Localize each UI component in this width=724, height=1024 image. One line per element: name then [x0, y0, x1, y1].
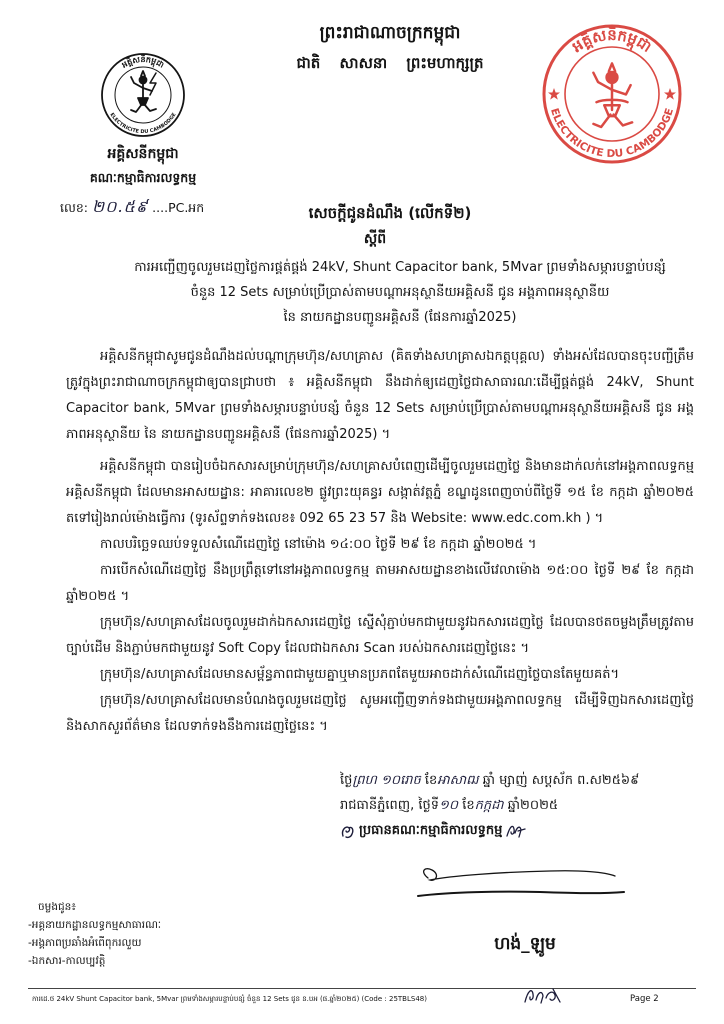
subject-line: នៃ នាយកដ្ឋានបញ្ជូនអគ្គិសនី (ផែនការឆ្នាំ2025)	[283, 310, 517, 325]
reference-label: លេខ:	[60, 200, 89, 215]
solar-date-line	[340, 793, 694, 818]
lunar-day-handwritten: ព្រហ ១០រោច	[352, 773, 421, 788]
signatory-title: ប្រធានគណៈកម្មាធិការលទ្ធកម្ម	[359, 823, 503, 838]
year: ឆ្នាំ២០២៥	[507, 798, 559, 813]
logo-top-text: អគ្គិសនីកម្ពុជា	[120, 55, 166, 70]
logo-bottom-text: ELECTRICITE DU CAMBODGE	[108, 111, 178, 136]
lunar-month-handwritten: អាសាឍ	[437, 773, 479, 788]
reference-suffix: ....PC.អក	[152, 200, 205, 215]
footer-initials-mark-icon	[522, 984, 564, 1008]
body-paragraph-announcement: អគ្គិសនីកម្ពុជាសូមជូនដំណឹងដល់បណ្តាក្រុមហ៊ុន/សហគ្រាស (គិតទាំងសហគ្រាសឯកត្តបុគ្គល) ទាំងអស់ដែលបានចុះបញ្ជីត្រឹមត្រូវក្នុងព្រះរាជាណាចក្រកម្ពុជាឲ្យបានជ្រាបថា ៖ អគ្គិសនីកម្ពុជា នឹងដាក់ឲ្យដេញថ្លៃជាសាធារណៈដើម្បីផ្គត់ផ្គង់ 24kV, Shunt Capacitor bank, 5Mvar ព្រមទាំងសម្ភារបន្ទាប់បន្សំ ចំនួន 12 Sets សម្រាប់ប្រើប្រាស់តាមបណ្តាអនុស្ថានីយអគ្គិសនី ជូន អង្គភាពអនុស្ថានីយ នៃ នាយកដ្ឋានបញ្ជូនអគ្គិសនី (ផែនការឆ្នាំ2025) ។	[66, 349, 694, 442]
copy-recipient: -អគ្គនាយកដ្ឋានលទ្ធកម្មសាធារណៈ	[28, 919, 162, 931]
copy-recipient: -អង្គភាពប្រឆាំងអំពើពុករលួយ	[28, 937, 142, 949]
kingdom-heading: ព្រះរាជាណាចក្រកម្ពុជា	[319, 23, 461, 43]
stamp-bottom-text: ELECTRICITE DU CAMBODGE	[547, 106, 677, 161]
place-label: រាជធានីភ្នំពេញ, ថ្ងៃទី	[340, 798, 440, 813]
issuer-committee: គណៈកម្មាធិការលទ្ធកម្ម	[89, 170, 197, 185]
edc-official-stamp	[540, 22, 684, 166]
body-paragraph-documents: អគ្គិសនីកម្ពុជា បានរៀបចំឯកសារសម្រាប់ក្រុមហ៊ុន/សហគ្រាសបំពេញដើម្បីចូលរួមដេញថ្លៃ និងមានដាក់លក់នៅអង្គភាពលទ្ធកម្មអគ្គិសនីកម្ពុជា ដែលមានអាសយដ្ឋាន: អាគារលេខ២ ផ្លូវព្រះយុគន្ធរ សង្កាត់វត្តភ្នំ ខណ្ឌដូនពេញចាប់ពីថ្ងៃទី ១៥ ខែ កក្កដា ឆ្នាំ២០២៥ តទៅរៀងរាល់ម៉ោងធ្វើការ (ទូរស័ព្ទទាក់ទងលេខ៖ 092 65 23 57 និង Website: www.edc.com.kh ) ។	[66, 459, 694, 526]
signatory-name: ហង់_ឡូម	[494, 934, 556, 954]
signatory-title-line	[340, 818, 694, 843]
notice-body	[66, 344, 694, 768]
stamp-top-text: អគ្គិសនីកម្ពុជា	[568, 26, 655, 57]
notice-subject	[86, 255, 714, 333]
on-behalf-mark-icon	[340, 822, 356, 840]
body-paragraph-contact: ក្រុមហ៊ុន/សហគ្រាសដែលមានបំណងចូលរួមដេញថ្លៃ សូមអញ្ជើញទាក់ទងជាមួយអង្គភាពលទ្ធកម្ម ដើម្បីទិញឯកសារដេញថ្លៃ និងសាកសួរព័ត៌មាន ដែលទាក់ទងនឹងការដេញថ្លៃនេះ ។	[66, 693, 694, 734]
stamp-star-left-icon	[548, 88, 560, 100]
body-paragraph-opening: ការបើកសំណើដេញថ្លៃ នឹងប្រព្រឹត្តទៅនៅអង្គភាពលទ្ធកម្ម តាមអាសយដ្ឋានខាងលើវេលាម៉ោង ១៥:០០ ថ្ងៃទី ២៩ ខែ កក្កដា ឆ្នាំ២០២៥ ។	[66, 563, 694, 604]
page-number: Page 2	[630, 994, 659, 1004]
lunar-day-label: ថ្ងៃ	[340, 773, 353, 788]
copy-recipients	[28, 898, 258, 976]
handwritten-signature	[410, 858, 630, 912]
stamp-star-right-icon	[664, 88, 676, 100]
footer-reference: ការដេ.ថ 24kV Shunt Capacitor bank, 5Mvar ព្រមទាំងសម្ភារបន្ទាប់បន្សំ ចំនួន 12 Sets ជូន ន.បអ (ផ.ឆ្នាំ២០២៥) (Code : 25TBLS48)	[32, 995, 427, 1003]
lunar-year: ឆ្នាំ ម្សាញ់ សប្តស័ក ព.ស២៥៦៩	[482, 773, 640, 788]
subject-line: ការអញ្ជើញចូលរួមដេញថ្លៃការផ្គត់ផ្គង់ 24kV, Shunt Capacitor bank, 5Mvar ព្រមទាំងសម្ភារបន្ទាប់បន្សំ	[134, 260, 666, 275]
apsara-lightning-figure-icon	[131, 71, 156, 112]
notice-about-label: ស្តីពី	[363, 231, 387, 247]
month-label: ខែ	[462, 798, 475, 813]
lunar-month-label: ខែ	[424, 773, 438, 788]
copy-recipient: -ឯកសារ-កាលប្បវត្តិ	[28, 955, 106, 967]
body-paragraph-submission: ក្រុមហ៊ុន/សហគ្រាសដែលចូលរួមដាក់ឯកសារដេញថ្លៃ ស្នើសុំភ្ជាប់មកជាមួយនូវឯកសារដេញថ្លៃ ដែលបានថតចម្លងត្រឹមត្រូវតាមច្បាប់ដើម និងភ្ជាប់មកជាមួយនូវ Soft Copy ដែលជាឯកសារ Scan របស់ឯកសារដេញថ្លៃនេះ ។	[66, 615, 694, 656]
lunar-date-line	[340, 768, 694, 793]
subject-line: ចំនួន 12 Sets សម្រាប់ប្រើប្រាស់តាមបណ្តាអនុស្ថានីយអគ្គិសនី ជូន អង្គភាពអនុស្ថានីយ	[190, 285, 610, 300]
initials-mark-icon	[505, 821, 527, 841]
issuer-organization: អគ្គិសនីកម្ពុជា	[107, 146, 179, 162]
copy-label: ចម្លងជូន៖	[38, 901, 76, 913]
month-handwritten: កក្កដា	[474, 798, 504, 813]
reference-number	[60, 194, 240, 220]
day-handwritten: ១០	[439, 798, 459, 813]
body-paragraph-single-bid: ក្រុមហ៊ុន/សហគ្រាសដែលមានសម្ព័ន្ធភាពជាមួយគ្នាឬមានប្រភពតែមួយអាចដាក់សំណើដេញថ្លៃបានតែមួយគត់។	[100, 667, 620, 682]
svg-text:អគ្គិសនីកម្ពុជា	[569, 25, 655, 56]
stamp-apsara-figure-icon	[593, 63, 632, 127]
edc-logo	[100, 52, 186, 138]
dating-block	[340, 768, 694, 846]
footer-divider	[28, 988, 696, 989]
national-motto: ជាតិ សាសនា ព្រះមហាក្សត្រ	[296, 54, 484, 72]
notice-title: សេចក្តីជូនដំណឹង (លើកទី២)	[308, 204, 472, 222]
reference-number-handwritten: ២០.៥៩	[92, 197, 149, 216]
body-paragraph-deadline: កាលបរិច្ឆេទឈប់ទទួលសំណើដេញថ្លៃ នៅម៉ោង ១៤:០០ ថ្ងៃទី ២៩ ខែ កក្កដា ឆ្នាំ២០២៥ ។	[100, 537, 537, 552]
svg-text:ELECTRICITE DU CAMBODGE	[548, 107, 676, 160]
